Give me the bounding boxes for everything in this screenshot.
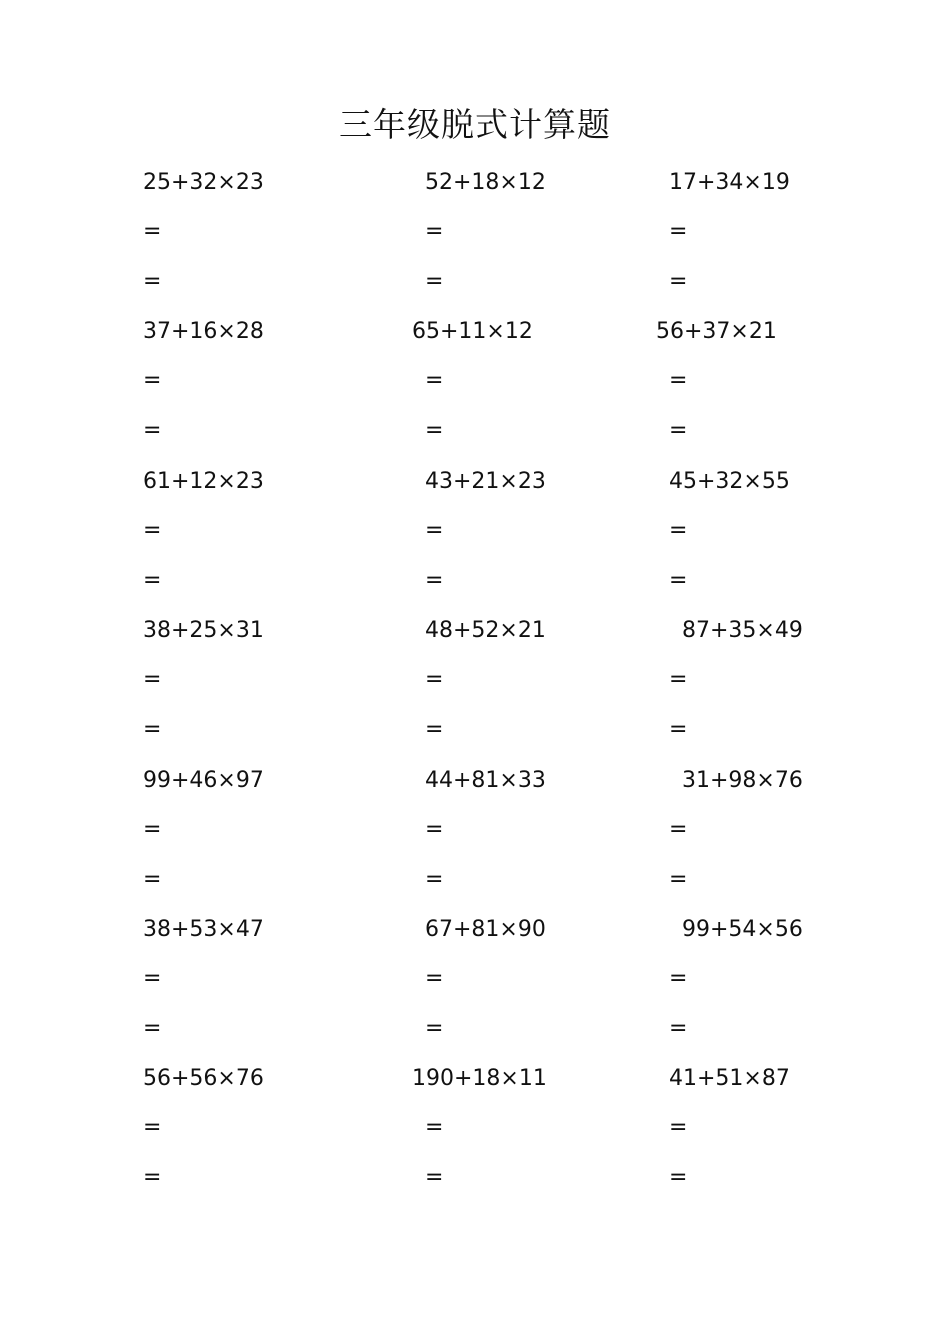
- equals-line: =: [425, 867, 444, 892]
- equals-line: =: [143, 966, 162, 991]
- problem-row: [0, 616, 950, 766]
- problem-expression: 65+11×12: [412, 319, 533, 344]
- equals-line: =: [143, 568, 162, 593]
- problem-expression: 38+25×31: [143, 618, 264, 643]
- problem-expression: 190+18×11: [412, 1066, 547, 1091]
- problem: [669, 168, 790, 294]
- equals-line: =: [143, 368, 162, 393]
- problem: [669, 766, 803, 892]
- equals-line: =: [669, 269, 688, 294]
- problem-expression: 25+32×23: [143, 170, 264, 195]
- problem-expression: 43+21×23: [425, 469, 546, 494]
- equals-line: =: [669, 568, 688, 593]
- equals-line: =: [669, 1016, 688, 1041]
- problem-expression: 52+18×12: [425, 170, 546, 195]
- problem: [143, 317, 264, 443]
- problem: [143, 1064, 264, 1190]
- problem: [425, 915, 546, 1041]
- equals-line: =: [669, 1165, 688, 1190]
- problem: [425, 467, 546, 593]
- problem-expression: 37+16×28: [143, 319, 264, 344]
- equals-line: =: [669, 717, 688, 742]
- problem: [143, 616, 264, 742]
- problem: [425, 168, 546, 294]
- problem-row: [0, 317, 950, 467]
- problem-expression: 48+52×21: [425, 618, 546, 643]
- equals-line: =: [425, 418, 444, 443]
- equals-line: =: [669, 817, 688, 842]
- equals-line: =: [143, 1016, 162, 1041]
- equals-line: =: [143, 269, 162, 294]
- problem: [412, 317, 533, 443]
- problem: [143, 766, 264, 892]
- equals-line: =: [425, 518, 444, 543]
- problem-expression: 87+35×49: [682, 618, 803, 643]
- problem-expression: 99+46×97: [143, 768, 264, 793]
- problem-row: [0, 766, 950, 916]
- problem: [412, 1064, 547, 1190]
- worksheet-title: 三年级脱式计算题: [339, 105, 611, 144]
- equals-line: =: [143, 717, 162, 742]
- equals-line: =: [669, 966, 688, 991]
- equals-line: =: [425, 1115, 444, 1140]
- problem: [425, 766, 546, 892]
- equals-line: =: [425, 368, 444, 393]
- problem: [143, 467, 264, 593]
- problem-expression: 31+98×76: [682, 768, 803, 793]
- equals-line: =: [143, 418, 162, 443]
- problem: [669, 467, 790, 593]
- problem-expression: 67+81×90: [425, 917, 546, 942]
- equals-line: =: [425, 667, 444, 692]
- equals-line: =: [425, 1016, 444, 1041]
- problem: [143, 915, 264, 1041]
- equals-line: =: [669, 867, 688, 892]
- problem-expression: 17+34×19: [669, 170, 790, 195]
- problem-expression: 41+51×87: [669, 1066, 790, 1091]
- equals-line: =: [669, 518, 688, 543]
- problem-row: [0, 168, 950, 318]
- equals-line: =: [143, 1165, 162, 1190]
- equals-line: =: [425, 717, 444, 742]
- equals-line: =: [425, 817, 444, 842]
- problem-expression: 61+12×23: [143, 469, 264, 494]
- problem: [669, 915, 803, 1041]
- equals-line: =: [669, 219, 688, 244]
- equals-line: =: [425, 568, 444, 593]
- problem-expression: 56+37×21: [656, 319, 777, 344]
- problem-row: [0, 467, 950, 617]
- equals-line: =: [143, 667, 162, 692]
- equals-line: =: [425, 1165, 444, 1190]
- problem-row: [0, 915, 950, 1065]
- equals-line: =: [669, 418, 688, 443]
- equals-line: =: [143, 1115, 162, 1140]
- equals-line: =: [425, 966, 444, 991]
- equals-line: =: [143, 219, 162, 244]
- problem-row: [0, 1064, 950, 1214]
- equals-line: =: [425, 219, 444, 244]
- equals-line: =: [669, 667, 688, 692]
- problem: [669, 1064, 790, 1190]
- problem-expression: 99+54×56: [682, 917, 803, 942]
- problem: [656, 317, 777, 443]
- equals-line: =: [669, 368, 688, 393]
- problem-expression: 56+56×76: [143, 1066, 264, 1091]
- equals-line: =: [669, 1115, 688, 1140]
- equals-line: =: [143, 817, 162, 842]
- problem-expression: 44+81×33: [425, 768, 546, 793]
- problem-expression: 45+32×55: [669, 469, 790, 494]
- equals-line: =: [143, 518, 162, 543]
- equals-line: =: [425, 269, 444, 294]
- problem: [669, 616, 803, 742]
- problem: [143, 168, 264, 294]
- equals-line: =: [143, 867, 162, 892]
- problem-expression: 38+53×47: [143, 917, 264, 942]
- problem: [425, 616, 546, 742]
